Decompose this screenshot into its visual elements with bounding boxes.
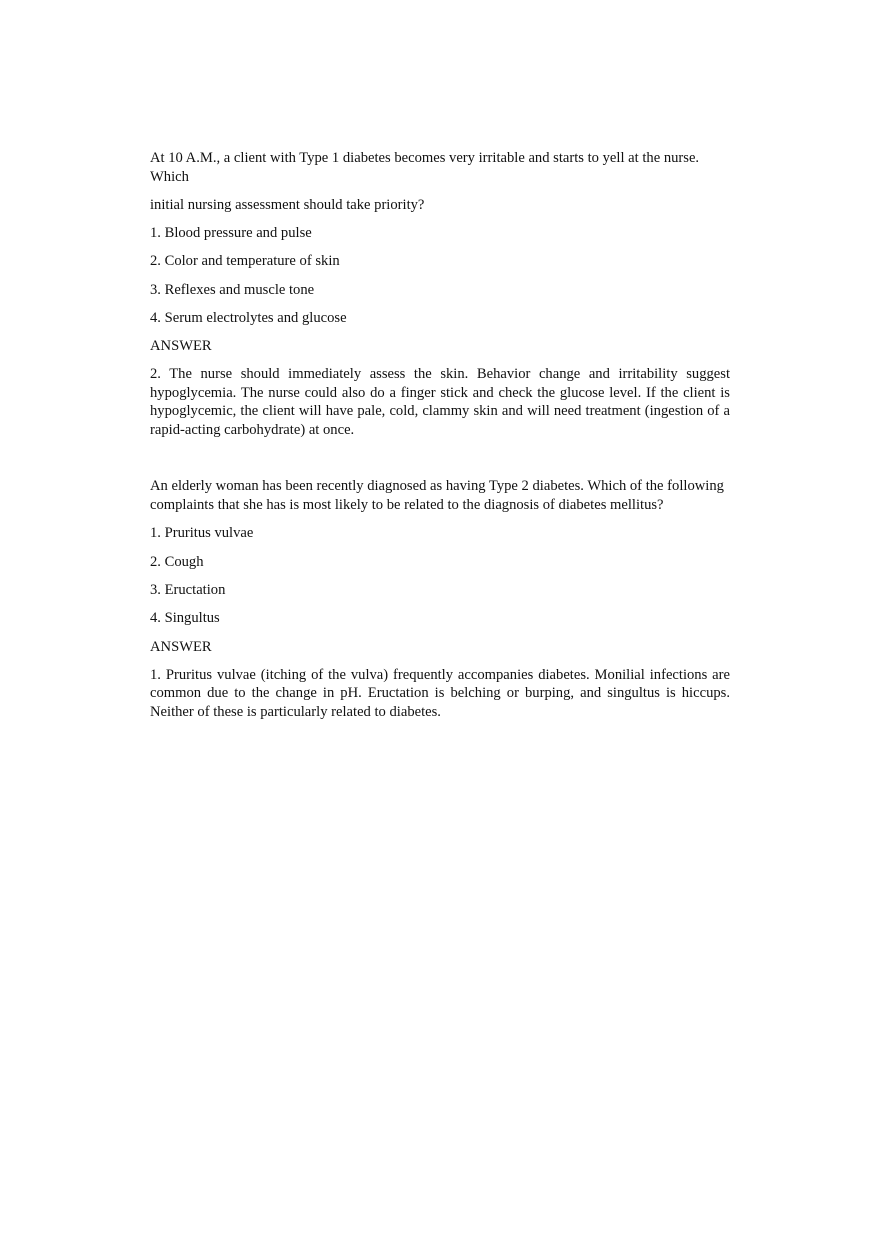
question-2-option-1: 1. Pruritus vulvae	[150, 525, 254, 542]
question-2-stem: An elderly woman has been recently diagnosed as having Type 2 diabetes. Which of the following complaints that she has is most likely to be related to the diagnosis of diabetes mellitus?	[150, 478, 724, 513]
question-2-answer-label: ANSWER	[150, 638, 212, 655]
question-2-option-4: 4. Singultus	[150, 610, 220, 627]
question-1-stem-line-1: At 10 A.M., a client with Type 1 diabetes becomes very irritable and starts to yell at the nurse. Which	[150, 150, 700, 185]
question-2-explanation: 1. Pruritus vulvae (itching of the vulva) frequently accompanies diabetes. Monilial infections are common due to the change in pH. Eructation is belching or burping, and singultus is hiccups. Neither of these is particularly related to diabetes.	[150, 666, 730, 720]
question-2-option-3: 3. Eructation	[150, 582, 226, 599]
question-1-option-2: 2. Color and temperature of skin	[150, 253, 340, 270]
question-1-answer-label: ANSWER	[150, 338, 212, 355]
question-1-option-3: 3. Reflexes and muscle tone	[150, 281, 315, 298]
question-2	[150, 477, 730, 721]
question-1-stem-line-2: initial nursing assessment should take priority?	[150, 197, 425, 213]
question-1-explanation: 2. The nurse should immediately assess the skin. Behavior change and irritability suggest hypoglycemia. The nurse could also do a finger stick and check the glucose level. If the client is hypoglycemic, the client will have pale, cold, clammy skin and will need treatment (ingestion of a rapid-acting carbohydrate) at once.	[150, 366, 730, 438]
question-2-option-2: 2. Cough	[150, 553, 204, 570]
question-1	[150, 149, 730, 439]
question-1-option-4: 4. Serum electrolytes and glucose	[150, 309, 347, 326]
page-content	[150, 149, 730, 721]
question-1-option-1: 1. Blood pressure and pulse	[150, 225, 312, 241]
